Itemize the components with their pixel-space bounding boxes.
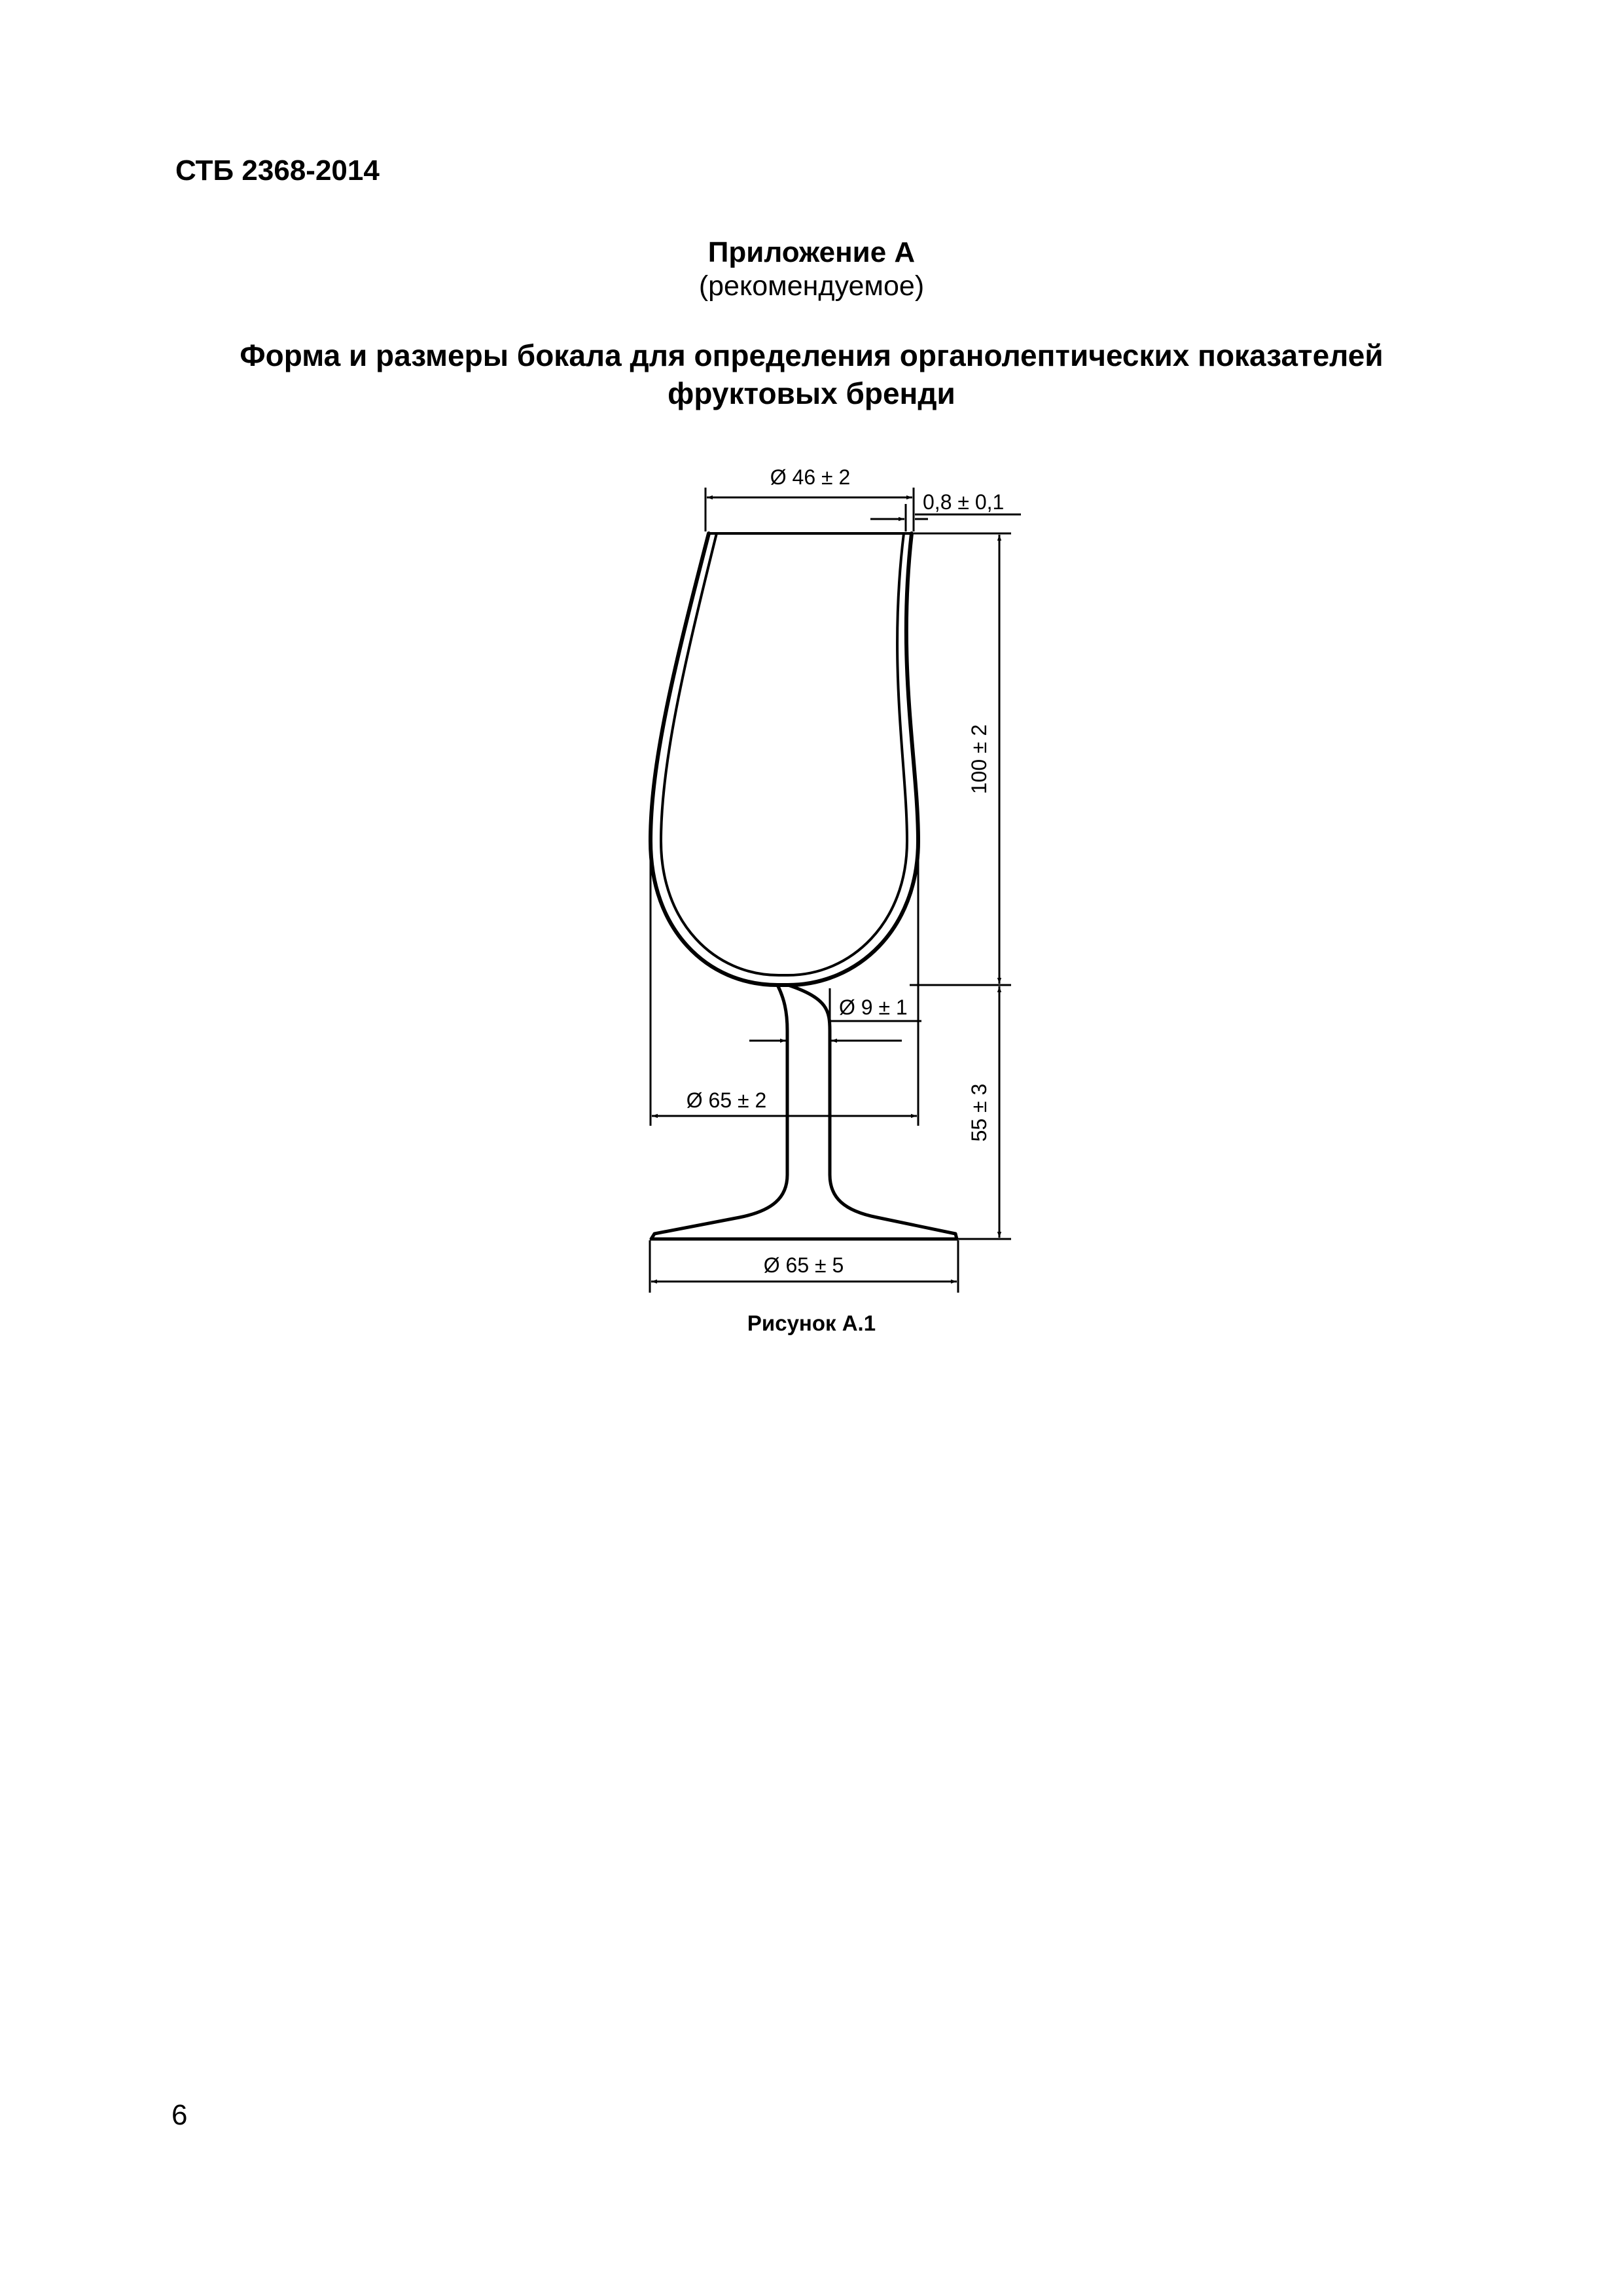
bowl-outer-contour [651, 533, 918, 985]
bowl-diameter-label: Ø 65 ± 2 [686, 1088, 767, 1112]
bowl-inner-contour [661, 533, 907, 975]
appendix-subtitle: (рекомендуемое) [698, 270, 925, 302]
foot-contour [651, 1234, 957, 1239]
section-heading-line-2: фруктовых бренди [668, 376, 955, 410]
wall-thickness-label: 0,8 ± 0,1 [923, 490, 1005, 514]
page-number: 6 [171, 2099, 188, 2131]
stem-right-contour [788, 985, 955, 1234]
bowl-height-label: 100 ± 2 [967, 724, 991, 795]
foot-diameter-label: Ø 65 ± 5 [763, 1253, 844, 1277]
figure-caption: Рисунок А.1 [747, 1311, 876, 1335]
section-heading-line-1: Форма и размеры бокала для определения органолептических показателей [240, 338, 1383, 372]
rim-diameter-label: Ø 46 ± 2 [770, 465, 851, 489]
stem-height-label: 55 ± 3 [967, 1083, 991, 1142]
stem-diameter-label: Ø 9 ± 1 [839, 996, 908, 1019]
appendix-title: Приложение А [707, 236, 916, 268]
dimension-lines [650, 488, 1021, 1293]
document-code-header: СТБ 2368-2014 [175, 154, 380, 187]
glass-outline [651, 533, 957, 1239]
